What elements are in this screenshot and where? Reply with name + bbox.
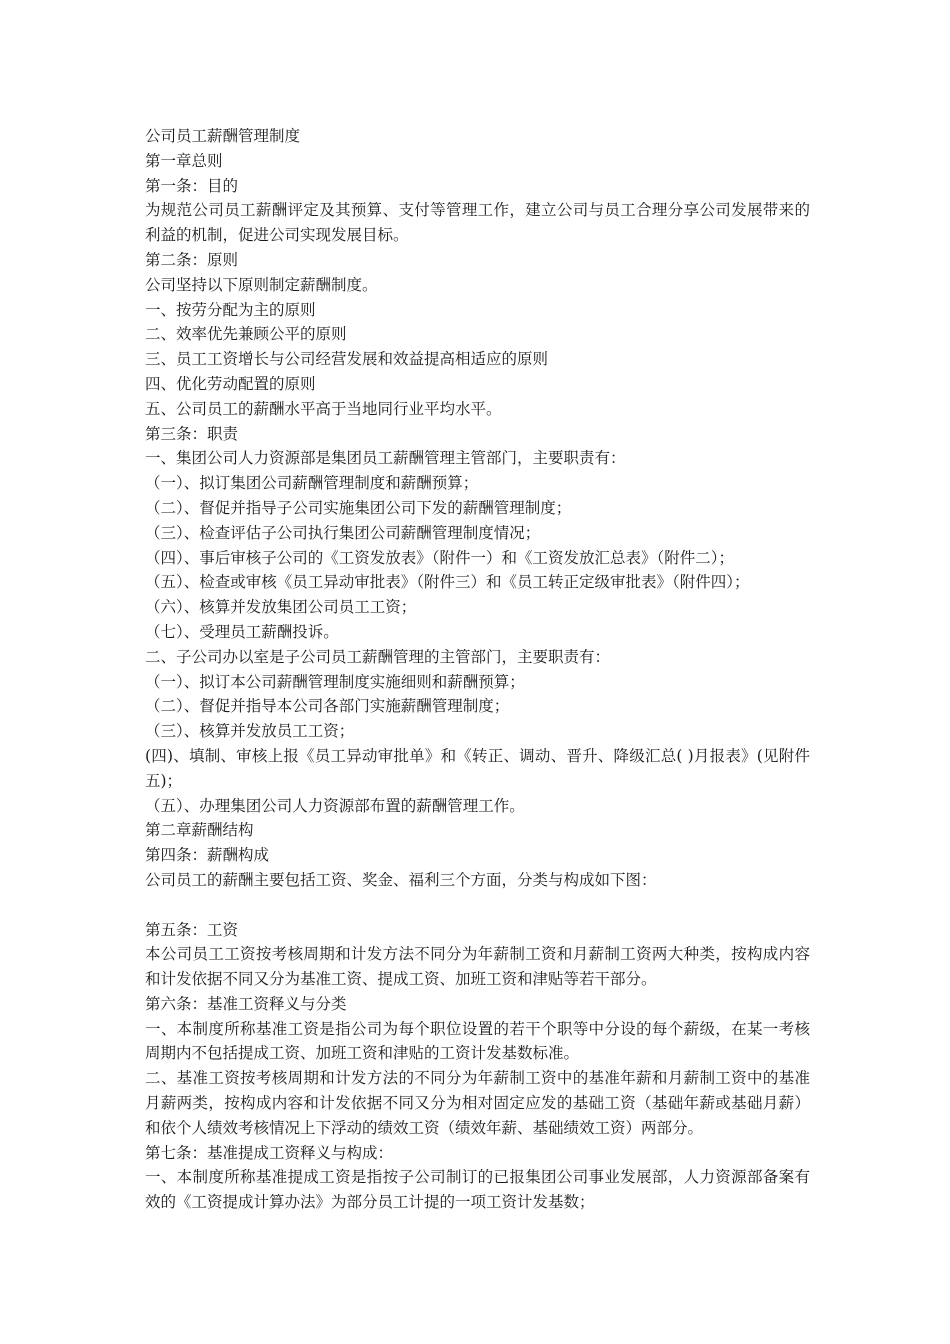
duty-item: （一）、拟订本公司薪酬管理制度实施细则和薪酬预算； bbox=[145, 672, 525, 691]
document-body bbox=[145, 124, 810, 1215]
duty-item: （五）、检查或审核《员工异动审批表》（附件三）和《员工转正定级审批表》（附件四）； bbox=[145, 573, 750, 592]
principle-item: 一、按劳分配为主的原则 bbox=[145, 300, 316, 319]
article-1-heading: 第一条：目的 bbox=[145, 176, 239, 195]
duty-item: （三）、核算并发放员工工资； bbox=[145, 722, 355, 741]
principle-item: 四、优化劳动配置的原则 bbox=[145, 374, 316, 393]
duty-item: （五）、办理集团公司人力资源部布置的薪酬管理工作。 bbox=[145, 796, 525, 815]
chapter-2-heading: 第二章薪酬结构 bbox=[145, 821, 254, 840]
figure-placeholder-gap bbox=[145, 893, 810, 918]
duty-item: （三）、检查评估子公司执行集团公司薪酬管理制度情况； bbox=[145, 523, 541, 542]
article-3-heading: 第三条：职责 bbox=[145, 424, 239, 443]
article-4-body: 公司员工的薪酬主要包括工资、奖金、福利三个方面，分类与构成如下图： bbox=[145, 870, 657, 889]
document-title: 公司员工薪酬管理制度 bbox=[145, 127, 301, 145]
article-6-item: 一、本制度所称基准工资是指公司为每个职位设置的若干个职等中分设的每个薪级，在某一考核周期内不包括提成工资、加班工资和津贴的工资计发基数标准。 bbox=[145, 1019, 810, 1063]
principle-item: 五、公司员工的薪酬水平高于当地同行业平均水平。 bbox=[145, 399, 502, 418]
duty-section-heading: 二、子公司办以室是子公司员工薪酬管理的主管部门，主要职责有： bbox=[145, 647, 611, 666]
article-6-heading: 第六条：基准工资释义与分类 bbox=[145, 994, 347, 1013]
duty-item: （一）、拟订集团公司薪酬管理制度和薪酬预算； bbox=[145, 474, 479, 493]
article-5-heading: 第五条：工资 bbox=[145, 920, 239, 939]
article-6-item: 二、基准工资按考核周期和计发方法的不同分为年薪制工资中的基准年薪和月薪制工资中的基准月薪两类，按构成内容和计发依据不同又分为相对固定应发的基础工资（基础年薪或基础月薪）和依个人绩效考核情况上下浮动的绩效工资（绩效年薪、基础绩效工资）两部分。 bbox=[145, 1069, 810, 1137]
chapter-1-heading: 第一章总则 bbox=[145, 151, 223, 170]
article-2-intro: 公司坚持以下原则制定薪酬制度。 bbox=[145, 275, 378, 294]
article-5-body: 本公司员工工资按考核周期和计发方法不同分为年薪制工资和月薪制工资两大种类，按构成内容和计发依据不同又分为基准工资、提成工资、加班工资和津贴等若干部分。 bbox=[145, 945, 810, 989]
article-1-body: 为规范公司员工薪酬评定及其预算、支付等管理工作，建立公司与员工合理分享公司发展带来的利益的机制，促进公司实现发展目标。 bbox=[145, 201, 810, 245]
duty-item: （二）、督促并指导本公司各部门实施薪酬管理制度； bbox=[145, 697, 510, 716]
duty-item: （六）、核算并发放集团公司员工工资； bbox=[145, 598, 417, 617]
duty-item: （四）、事后审核子公司的《工资发放表》（附件一）和《工资发放汇总表》（附件二）； bbox=[145, 548, 735, 567]
principle-item: 三、员工工资增长与公司经营发展和效益提高相适应的原则 bbox=[145, 350, 549, 369]
duty-item: （二）、督促并指导子公司实施集团公司下发的薪酬管理制度； bbox=[145, 498, 572, 517]
principle-item: 二、效率优先兼顾公平的原则 bbox=[145, 325, 347, 344]
duty-section-heading: 一、集团公司人力资源部是集团员工薪酬管理主管部门，主要职责有： bbox=[145, 449, 626, 468]
article-4-heading: 第四条：薪酬构成 bbox=[145, 846, 270, 865]
article-7-item: 一、本制度所称基准提成工资是指按子公司制订的已报集团公司事业发展部，人力资源部备案有效的《工资提成计算办法》为部分员工计提的一项工资计发基数； bbox=[145, 1168, 810, 1212]
article-2-heading: 第二条：原则 bbox=[145, 250, 239, 269]
article-7-heading: 第七条：基准提成工资释义与构成： bbox=[145, 1143, 394, 1162]
duty-item: （七）、受理员工薪酬投诉。 bbox=[145, 622, 339, 641]
duty-item: (四)、填制、审核上报《员工异动审批单》和《转正、调动、晋升、降级汇总( )月报表》(见附件五)； bbox=[145, 746, 810, 790]
